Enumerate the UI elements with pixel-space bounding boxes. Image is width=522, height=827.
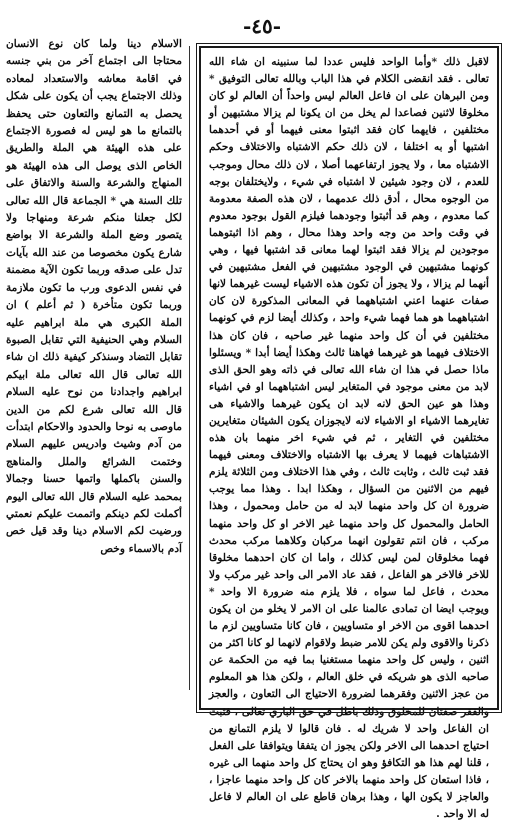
margin-commentary-text: الاسلام دينا ولما كان نوع الانسان محتاجا الى اجتماع آخر من بني جنسه في اقامة معاشه والاستعداد لمعاده وذلك الاجتماع يجب أن يكون على شكل يحصل به التمانع والتعاون حتى يحفظ بالتمانع ما هو ليس له فصورة الاجتماع على هذه الهيئة هي الملة والطريق الخاص الذى يوصل الى هذه الهيئة هو المنهاج والشرعة والسنة والاتفاق على تلك السنة هي * الجماعة قال الله تعالى لكل جعلنا منكم شرعة ومنهاجا ولا يتصور وضع الملة والشرعة الا بواضع شارع يكون مخصوصا من عند الله بآيات تدل على صدقه وربما تكون الآية مضمنة في نفس الدعوى ورب ما تكون ملازمة وربما تكون متأخرة ( ثم أعلم ) ان الملة الكبرى هي ملة ابراهيم عليه السلام وهي الحنيفية التي تقابل الصبوة تقابل التضاد وسنذكر كيفية ذلك ان شاء الله تعالى قال الله تعالى ملة ابيكم ابراهيم واجدادنا من نوح عليه السلام قال الله تعالى شرع لكم من الدين ماوصى به نوحا والحدود والاحكام ابتدأت من آدم وشيث وادريس عليهم السلام وختمت الشرائع والملل والمناهج والسنن باكملها واتمها حسنا وجمالا بمحمد عليه السلام قال الله تعالى اليوم أكملت لكم دينكم واتممت عليكم نعمتي ورضيت لكم الاسلام دينا وقد قيل خص آدم بالاسماء وخص — [6, 38, 182, 555]
main-text-block — [201, 48, 497, 827]
margin-commentary — [6, 36, 182, 696]
page-number: -٤٥- — [242, 14, 282, 38]
column-divider — [189, 46, 190, 690]
main-body-text: لاقبل ذلك *وأما الواحد فليس عددا لما سنبينه ان شاء الله تعالى . فقد انقضى الكلام في هذا الباب وبالله تعالى التوفيق * ومن البرهان على ان فاعل العالم ليس واحداً أن العالم لو كان مخلوقا لاثنين فصاعدا لم يخل من ان يكونا لم يزالا مشتبهين أو مختلفين ، فايهما كان فقد اثبتوا معنى فيهما أو في أحدهما اشتبها أو به اختلفا ، لان ذلك حكم الاشتباه والاختلاف وحكم الاشتباه معا ، ولا يجوز ارتفاعهما أصلا ، لان ذلك محال وموجب للعدم ، لان وجود شيئين لا اشتباه في شيء ، ولايختلفان بوجه من الوجوه محال ، أدق ذلك عدمهما ، لان هذه الصفة معدومة كما معدوم ، وهم قد أثبتوا وجودهما فيلزم القول بوجود معدوم في وقت واحد من وجه واحد وهذا محال ، وهم اذا اثبتوهما موجودين لم يزالا فقد اثبتوا لهما معانى قد اشتبها فيها ، وهي كونهما مشتبهين في الوجود مشتبهين في الفعل مشتبهين في أنهما لم يزالا ، ولا يجوز أن تكون هذه الاشياء ليست غيرهما لانها صفات عنهما اعني اشتباههما في المعانى المذكورة لان كان اشتباههما هو هما فهما شيء واحد ، وكذلك أيضا لزم في كونهما مختلفين في أن كل واحد منهما غير صاحبه ، فان كان هذا الاختلاف فيهما هو غيرهما فهاهنا ثالث وهكذا أيضا أبدا * ويسئلوا ماذا حصل في هذا ان شاء الله تعالى في ذاته وهو الحق الذى لابد من معنى موجود في المتغاير ليس اشتباههما او في اشياء وهذا هو عين الحق لانه لابد ان يكون غيرهما والاشياء هى تغايرهما الاشياء او الاشياء لانه لايجوزان يكون الشيئان متغايرين مختلفين في التغاير ، ثم في شيء اخر منهما بان هذه الاشتباهات فيهما لا يعرف بها الاشتباه والاختلاف ومعنى فيهما فقد ثبت ثالث ، وثابت ثالث ، وفي هذا الاختلاف ومن الثلاثة يلزم فيهم من الاثنين من السؤال ، وهكذا ابدا . وهذا مما يوجب ضرورة ان كل واحد منهما لابد له من حامل ومحمول ، وهذا الحامل والمحمول كل واحد منهما غير الاخر او كل واحد منهما مركب ، فان انتم تقولون انهما مركبان وكلاهما مركب محدث فهما مخلوقان لمن ليس كذلك ، واما ان كان احدهما مخلوقا للاخر فالاخر هو الفاعل ، فقد عاد الامر الى واحد غير مركب ولا محدث ، فاعل لما سواه ، فلا يلزم منه ضرورة الا واحد * ويوجب ايضا ان تمادى عالمنا على ان الامر لا يخلو من ان يكون احدهما اقوى من الاخر او متساويين ، فان كانا متساويين لزم ما ذكرنا والاقوى ولم يكن للامر ضبط ولاقوام لانهما لو كانا اكثر من اثنين ، وليس كل واحد منهما مستغنيا بما فيه من الحكمة عن صاحبه الذى هو شريكه في خلق العالم ، ولكن هذا هو المعلوم من عجز الاثنين وفقرهما لضرورة الاحتياج الى التعاون ، والعجز والفقر صفتان للمخلوق وذلك باطل في حق الباري تعالى ، فثبت ان الفاعل واحد لا شريك له . فان قالوا لا يلزم التمانع من احتياج احدهما الى الاخر ولكن يجوز ان يتفقا ويتوافقا على الفعل ، قلنا لهم هذا هو التكافؤ وهو ان يحتاج كل واحد منهما الى غيره ، فاذا استعان كل واحد منهما بالاخر كان كل واحد منهما عاجزا ، والعاجز لا يكون الها ، وهذا برهان قاطع على ان العالم لا فاعل له الا واحد . — [209, 56, 489, 821]
main-text-frame — [199, 46, 499, 821]
